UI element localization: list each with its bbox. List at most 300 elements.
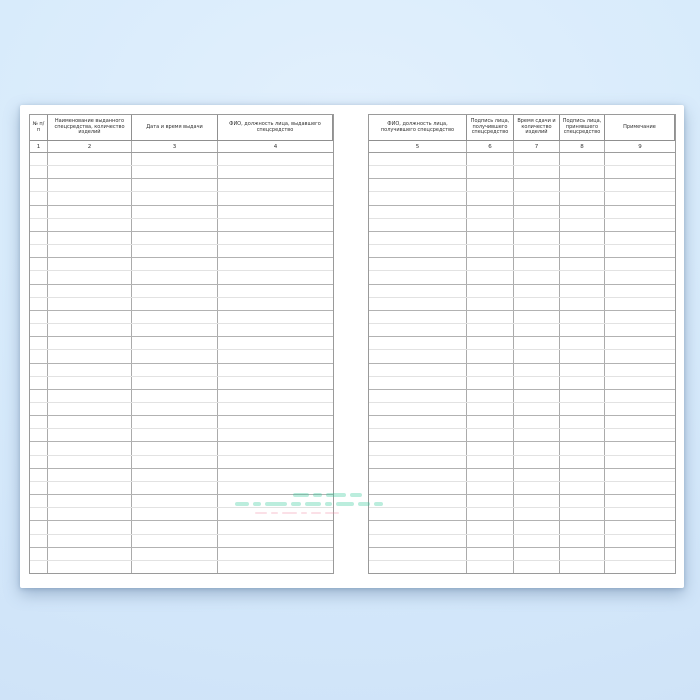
table-cell	[30, 179, 48, 191]
table-cell	[560, 285, 605, 297]
table-cell	[369, 179, 467, 191]
table-cell	[467, 298, 514, 310]
table-cell	[30, 192, 48, 204]
table-row	[30, 258, 333, 271]
table-cell	[132, 482, 218, 494]
column-header	[369, 115, 467, 140]
table-cell	[560, 350, 605, 362]
table-cell	[560, 364, 605, 376]
table-cell	[30, 495, 48, 507]
table-cell	[605, 337, 675, 349]
table-cell	[467, 192, 514, 204]
table-cell	[560, 153, 605, 165]
table-cell	[514, 285, 560, 297]
table-row	[369, 456, 675, 469]
table-cell	[30, 219, 48, 231]
table-cell	[132, 166, 218, 178]
table-cell	[514, 535, 560, 547]
table-cell	[514, 442, 560, 454]
table-cell	[560, 337, 605, 349]
table-cell	[30, 429, 48, 441]
table-cell	[30, 324, 48, 336]
table-row	[30, 442, 333, 455]
table-row	[369, 350, 675, 363]
column-header	[30, 115, 48, 140]
table-cell	[605, 232, 675, 244]
table-cell	[218, 377, 333, 389]
table-cell	[560, 482, 605, 494]
table-cell	[218, 298, 333, 310]
table-row	[369, 495, 675, 508]
table-cell	[48, 456, 132, 468]
table-cell	[48, 535, 132, 547]
column-header	[132, 115, 218, 140]
table-cell	[132, 350, 218, 362]
table-cell	[48, 403, 132, 415]
table-cell	[218, 561, 333, 573]
table-cell	[132, 285, 218, 297]
table-cell	[30, 271, 48, 283]
table-row	[369, 364, 675, 377]
table-cell	[514, 561, 560, 573]
table-cell	[132, 429, 218, 441]
table-cell	[30, 232, 48, 244]
table-row	[30, 141, 333, 153]
table-cell	[132, 377, 218, 389]
table-cell	[467, 495, 514, 507]
table-cell	[369, 495, 467, 507]
column-number	[560, 141, 605, 152]
table-cell	[48, 337, 132, 349]
table-row	[369, 271, 675, 284]
table-cell	[369, 337, 467, 349]
table-row	[369, 232, 675, 245]
table-row	[30, 508, 333, 521]
table-cell	[48, 548, 132, 560]
table-cell	[48, 219, 132, 231]
table-cell	[467, 482, 514, 494]
column-number-label: 6	[488, 143, 492, 150]
table-cell	[467, 456, 514, 468]
table-cell	[48, 232, 132, 244]
table-cell	[560, 232, 605, 244]
table-cell	[218, 245, 333, 257]
table-cell	[132, 206, 218, 218]
table-cell	[48, 469, 132, 481]
column-number	[369, 141, 467, 152]
table-cell	[467, 521, 514, 533]
table-cell	[48, 416, 132, 428]
table-row	[30, 166, 333, 179]
table-cell	[132, 219, 218, 231]
table-cell	[514, 377, 560, 389]
table-row	[369, 141, 675, 153]
table-row	[369, 324, 675, 337]
table-cell	[514, 429, 560, 441]
table-cell	[369, 548, 467, 560]
table-cell	[467, 469, 514, 481]
table-cell	[132, 521, 218, 533]
table-cell	[369, 311, 467, 323]
table-row	[369, 548, 675, 561]
table-cell	[132, 298, 218, 310]
table-cell	[467, 535, 514, 547]
table-cell	[218, 482, 333, 494]
table-cell	[369, 521, 467, 533]
table-cell	[369, 258, 467, 270]
table-cell	[605, 285, 675, 297]
table-row	[30, 115, 333, 141]
table-cell	[467, 179, 514, 191]
column-number-label: 2	[87, 143, 92, 150]
table-cell	[605, 192, 675, 204]
table-cell	[514, 206, 560, 218]
table-cell	[560, 456, 605, 468]
column-header	[218, 115, 333, 140]
table-cell	[218, 153, 333, 165]
table-row	[30, 324, 333, 337]
table-cell	[30, 337, 48, 349]
table-cell	[30, 442, 48, 454]
table-cell	[514, 350, 560, 362]
table-cell	[560, 206, 605, 218]
table-cell	[467, 232, 514, 244]
table-row	[369, 442, 675, 455]
table-row	[30, 429, 333, 442]
column-header-label: Подпись лица, получившего спецсредство	[470, 118, 510, 136]
table-cell	[605, 219, 675, 231]
table-cell	[560, 324, 605, 336]
table-cell	[369, 219, 467, 231]
table-row	[369, 166, 675, 179]
table-cell	[369, 153, 467, 165]
table-cell	[560, 390, 605, 402]
table-cell	[560, 377, 605, 389]
table-cell	[467, 258, 514, 270]
table-cell	[514, 245, 560, 257]
table-cell	[132, 416, 218, 428]
table-cell	[560, 271, 605, 283]
column-header	[514, 115, 560, 140]
table-cell	[605, 153, 675, 165]
watermark-mark	[336, 502, 354, 506]
table-cell	[605, 548, 675, 560]
table-cell	[467, 324, 514, 336]
table-cell	[514, 403, 560, 415]
table-cell	[132, 179, 218, 191]
table-cell	[30, 298, 48, 310]
table-row	[369, 561, 675, 573]
table-cell	[30, 245, 48, 257]
table-cell	[514, 271, 560, 283]
table-cell	[467, 377, 514, 389]
table-cell	[48, 245, 132, 257]
table-cell	[218, 219, 333, 231]
table-cell	[132, 403, 218, 415]
table-row	[369, 153, 675, 166]
table-row	[30, 192, 333, 205]
table-cell	[132, 337, 218, 349]
table-cell	[369, 456, 467, 468]
table-cell	[48, 377, 132, 389]
table-cell	[369, 245, 467, 257]
table-row	[369, 508, 675, 521]
table-cell	[560, 442, 605, 454]
table-row	[30, 153, 333, 166]
table-cell	[48, 166, 132, 178]
table-row	[369, 403, 675, 416]
table-cell	[30, 548, 48, 560]
table-cell	[369, 403, 467, 415]
table-cell	[369, 377, 467, 389]
table-cell	[30, 561, 48, 573]
table-cell	[605, 403, 675, 415]
table-cell	[218, 508, 333, 520]
table-cell	[132, 311, 218, 323]
table-cell	[30, 469, 48, 481]
table-cell	[48, 206, 132, 218]
table-cell	[560, 403, 605, 415]
table-cell	[369, 298, 467, 310]
table-cell	[48, 390, 132, 402]
table-cell	[30, 377, 48, 389]
table-cell	[218, 166, 333, 178]
table-cell	[514, 179, 560, 191]
table-cell	[560, 521, 605, 533]
table-cell	[369, 482, 467, 494]
table-cell	[560, 311, 605, 323]
table-row	[30, 469, 333, 482]
table-cell	[560, 495, 605, 507]
table-row	[30, 337, 333, 350]
table-row	[369, 179, 675, 192]
column-header	[605, 115, 675, 140]
table-cell	[30, 206, 48, 218]
column-number-label: 8	[580, 143, 584, 150]
table-row	[30, 416, 333, 429]
table-cell	[218, 416, 333, 428]
table-cell	[369, 271, 467, 283]
table-cell	[218, 442, 333, 454]
table-cell	[48, 153, 132, 165]
table-cell	[514, 482, 560, 494]
column-number-label: 5	[415, 143, 420, 150]
table-cell	[467, 390, 514, 402]
table-cell	[605, 495, 675, 507]
table-cell	[514, 508, 560, 520]
table-cell	[605, 456, 675, 468]
table-cell	[605, 521, 675, 533]
table-cell	[218, 206, 333, 218]
table-cell	[132, 192, 218, 204]
table-row	[30, 206, 333, 219]
table-cell	[218, 258, 333, 270]
table-cell	[467, 206, 514, 218]
table-cell	[132, 535, 218, 547]
column-number	[48, 141, 132, 152]
table-cell	[369, 390, 467, 402]
table-cell	[560, 548, 605, 560]
table-cell	[218, 364, 333, 376]
table-cell	[218, 324, 333, 336]
table-row	[369, 521, 675, 534]
table-cell	[514, 469, 560, 481]
table-cell	[467, 429, 514, 441]
table-row	[30, 285, 333, 298]
table-cell	[605, 166, 675, 178]
table-row	[30, 456, 333, 469]
table-cell	[30, 535, 48, 547]
table-row	[369, 245, 675, 258]
table-cell	[369, 232, 467, 244]
table-cell	[467, 219, 514, 231]
table-cell	[30, 350, 48, 362]
table-cell	[369, 364, 467, 376]
table-row	[369, 311, 675, 324]
table-cell	[467, 271, 514, 283]
table-cell	[30, 521, 48, 533]
table-cell	[605, 535, 675, 547]
right-page-table	[368, 114, 676, 574]
table-row	[30, 495, 333, 508]
table-cell	[514, 456, 560, 468]
column-number-label: 1	[36, 143, 41, 150]
table-cell	[30, 285, 48, 297]
table-cell	[605, 258, 675, 270]
table-cell	[48, 482, 132, 494]
table-cell	[30, 403, 48, 415]
table-cell	[467, 285, 514, 297]
table-cell	[560, 166, 605, 178]
table-cell	[218, 350, 333, 362]
table-cell	[514, 337, 560, 349]
table-cell	[48, 324, 132, 336]
table-row	[30, 311, 333, 324]
table-cell	[560, 192, 605, 204]
table-cell	[605, 442, 675, 454]
table-cell	[560, 258, 605, 270]
column-header-label: Подпись лица, принявшего спецсредство	[562, 118, 602, 136]
table-row	[369, 469, 675, 482]
table-cell	[514, 390, 560, 402]
table-cell	[30, 390, 48, 402]
table-row	[30, 364, 333, 377]
table-cell	[369, 166, 467, 178]
table-cell	[605, 245, 675, 257]
table-cell	[218, 429, 333, 441]
table-row	[30, 245, 333, 258]
table-cell	[369, 192, 467, 204]
table-cell	[605, 350, 675, 362]
table-cell	[560, 179, 605, 191]
table-cell	[514, 232, 560, 244]
table-cell	[514, 495, 560, 507]
table-row	[369, 416, 675, 429]
column-number-label: 4	[273, 143, 278, 150]
watermark-mark	[350, 493, 362, 497]
table-cell	[369, 442, 467, 454]
table-cell	[218, 232, 333, 244]
table-cell	[605, 206, 675, 218]
table-row	[369, 285, 675, 298]
table-cell	[605, 364, 675, 376]
table-cell	[30, 482, 48, 494]
table-cell	[514, 311, 560, 323]
table-row	[30, 561, 333, 573]
table-row	[369, 206, 675, 219]
table-cell	[48, 364, 132, 376]
table-cell	[218, 390, 333, 402]
table-cell	[369, 508, 467, 520]
table-cell	[514, 548, 560, 560]
table-cell	[48, 285, 132, 297]
table-cell	[218, 521, 333, 533]
table-cell	[467, 337, 514, 349]
table-cell	[514, 298, 560, 310]
table-cell	[467, 442, 514, 454]
table-cell	[369, 206, 467, 218]
table-cell	[369, 416, 467, 428]
table-cell	[605, 390, 675, 402]
column-header	[467, 115, 514, 140]
table-cell	[132, 508, 218, 520]
table-cell	[48, 495, 132, 507]
table-cell	[48, 192, 132, 204]
table-cell	[132, 271, 218, 283]
table-cell	[369, 535, 467, 547]
table-cell	[467, 245, 514, 257]
column-header-label: № п/п	[32, 120, 45, 133]
table-cell	[30, 456, 48, 468]
table-row	[30, 377, 333, 390]
table-cell	[132, 548, 218, 560]
table-cell	[605, 311, 675, 323]
table-row	[30, 390, 333, 403]
column-number	[30, 141, 48, 152]
table-cell	[48, 429, 132, 441]
table-cell	[48, 508, 132, 520]
table-row	[369, 390, 675, 403]
table-cell	[514, 364, 560, 376]
table-cell	[467, 416, 514, 428]
table-cell	[369, 469, 467, 481]
table-cell	[48, 521, 132, 533]
table-cell	[369, 350, 467, 362]
table-row	[369, 337, 675, 350]
table-cell	[605, 271, 675, 283]
table-cell	[605, 298, 675, 310]
table-cell	[218, 456, 333, 468]
table-cell	[467, 548, 514, 560]
column-number	[218, 141, 333, 152]
column-header-label: ФИО, должность лица, выдавшего спецсредство	[229, 120, 321, 133]
table-cell	[369, 285, 467, 297]
table-cell	[605, 377, 675, 389]
table-cell	[218, 179, 333, 191]
table-row	[30, 179, 333, 192]
table-cell	[560, 561, 605, 573]
table-cell	[132, 561, 218, 573]
table-row	[30, 403, 333, 416]
column-number	[132, 141, 218, 152]
table-cell	[132, 469, 218, 481]
table-cell	[218, 271, 333, 283]
table-cell	[605, 482, 675, 494]
table-cell	[218, 535, 333, 547]
column-header-label: Наименование выданного спецсредства, количество изделий	[54, 118, 125, 136]
table-cell	[467, 403, 514, 415]
table-cell	[467, 364, 514, 376]
